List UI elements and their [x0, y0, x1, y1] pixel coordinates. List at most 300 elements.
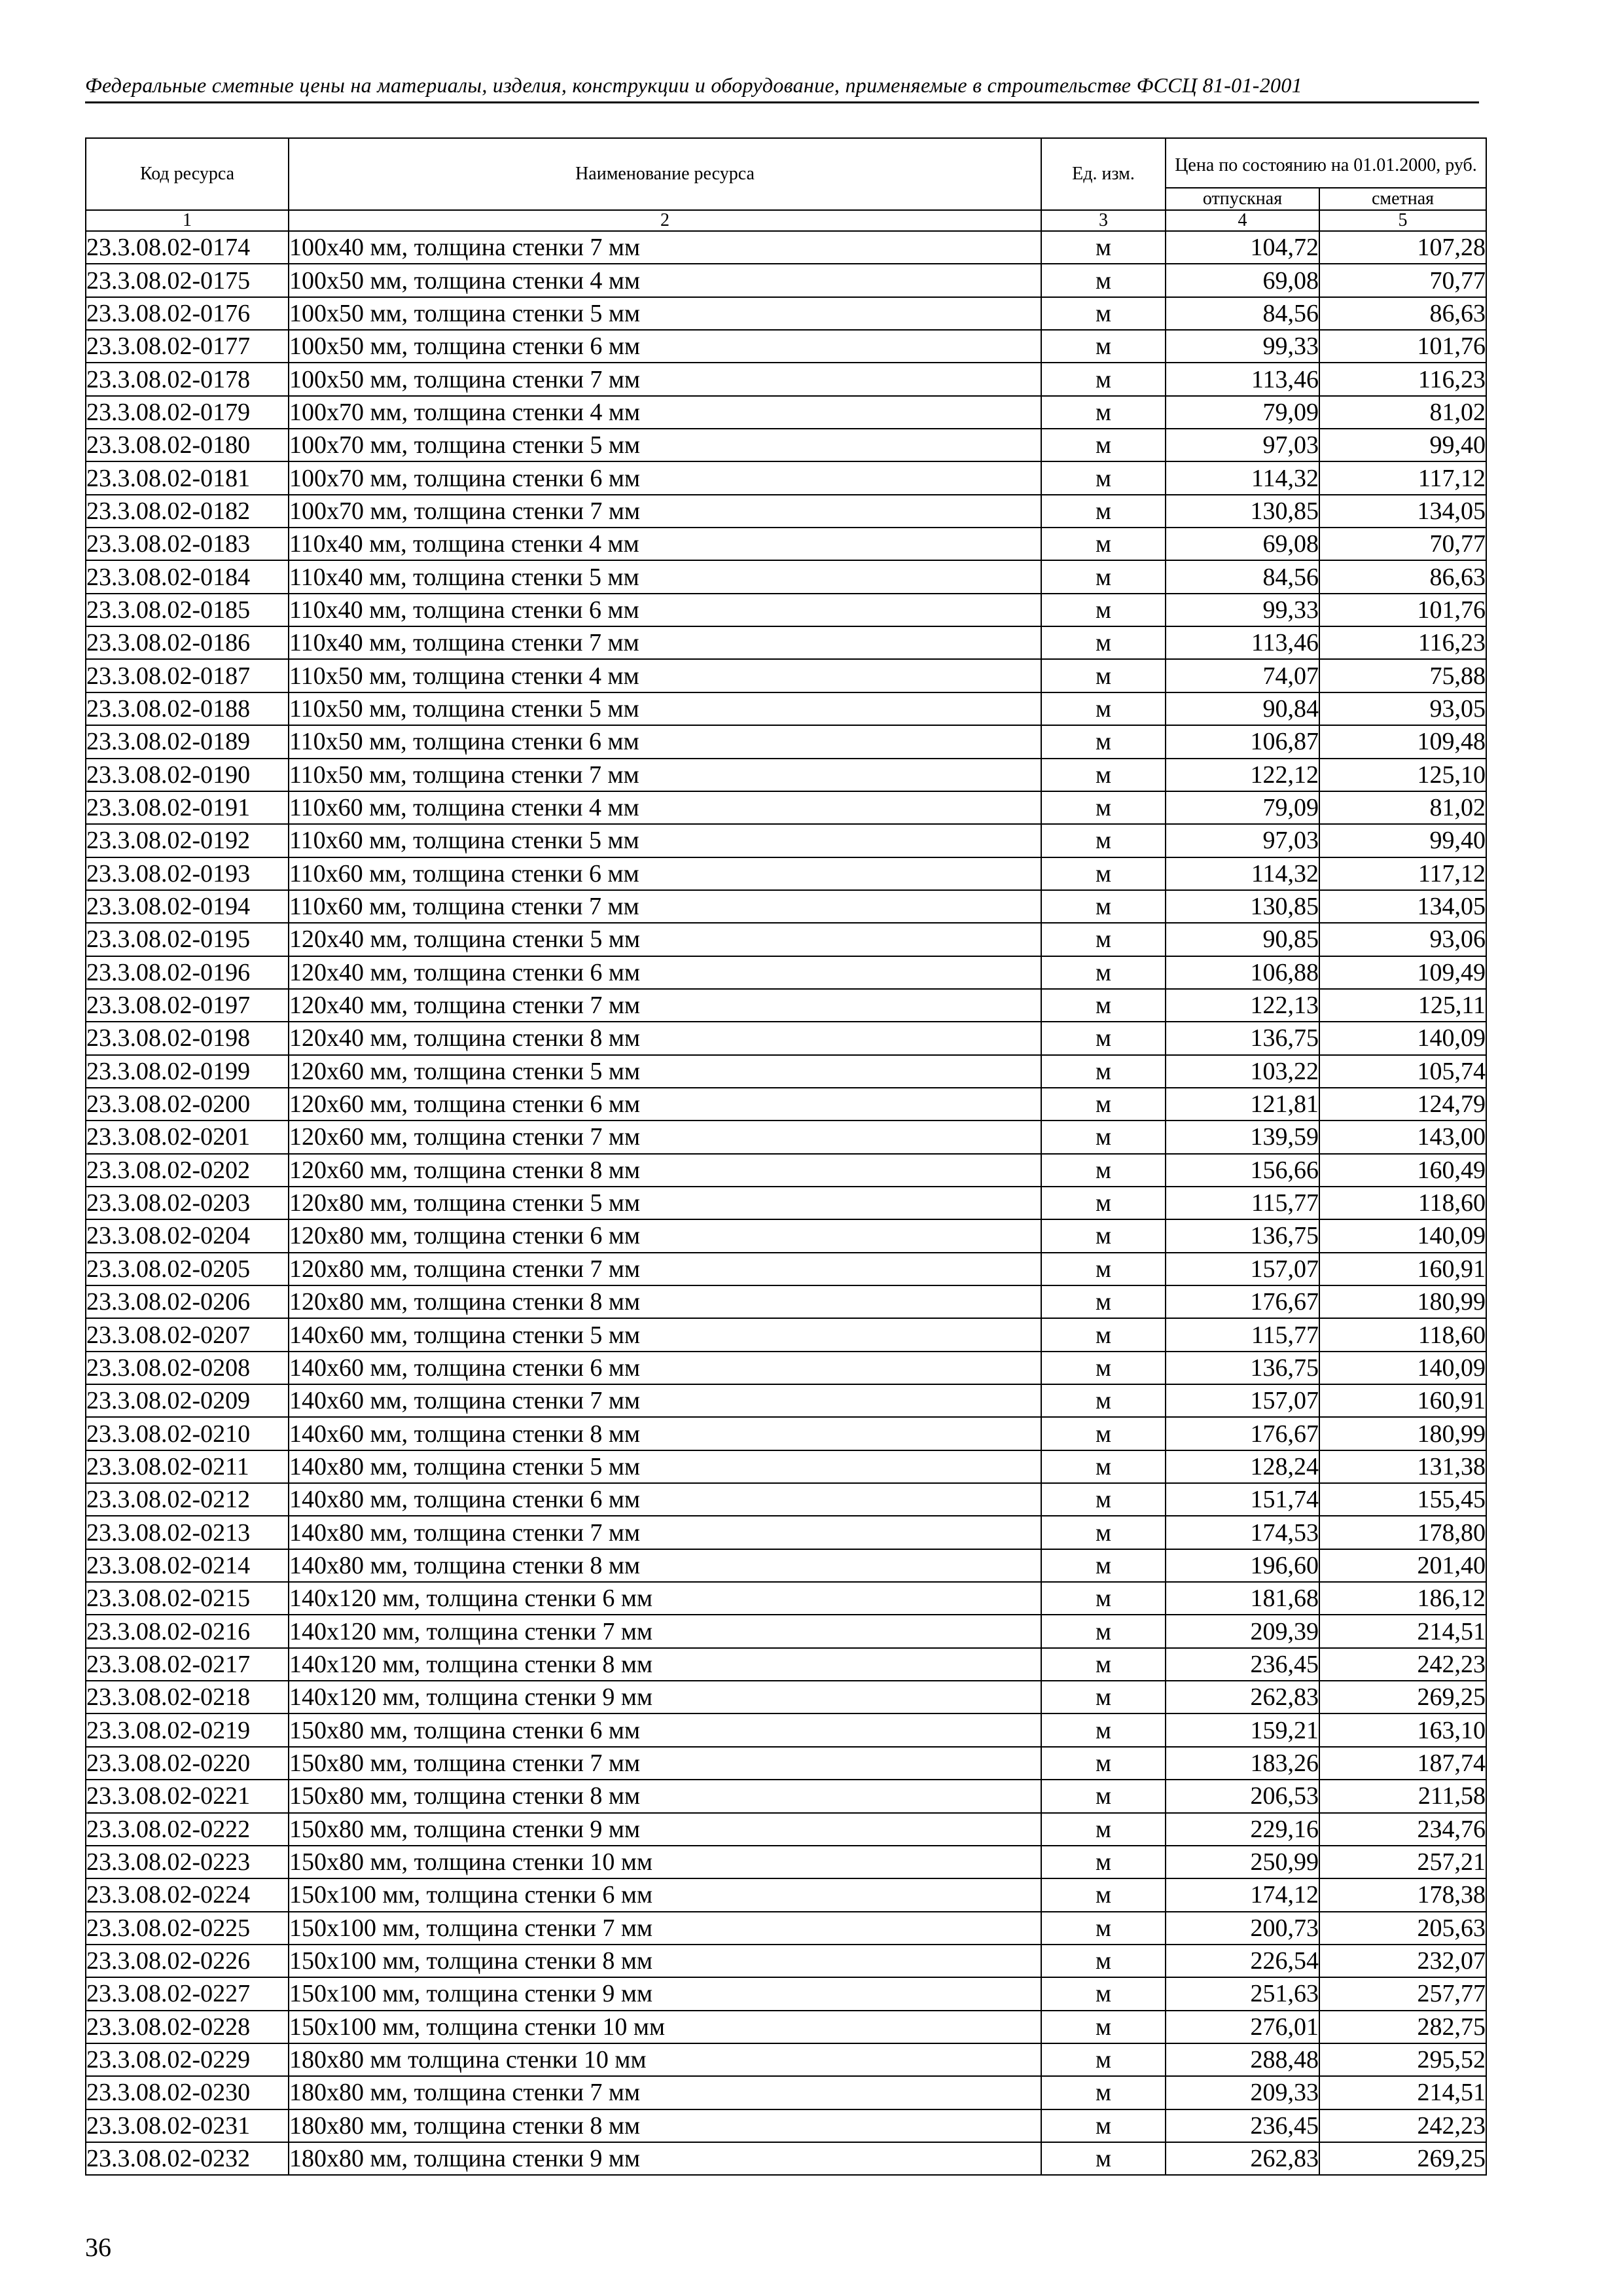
- estimate-price-cell: 160,91: [1319, 1384, 1486, 1417]
- release-price-cell: 74,07: [1166, 659, 1319, 692]
- table-row: [86, 2076, 1486, 2109]
- release-price-cell: 196,60: [1166, 1549, 1319, 1582]
- code-cell: 23.3.08.02-0205: [86, 1253, 289, 1285]
- release-price-cell: 183,26: [1166, 1747, 1319, 1780]
- estimate-price-cell: 187,74: [1319, 1747, 1486, 1780]
- estimate-price-cell: 295,52: [1319, 2043, 1486, 2076]
- name-cell: 110х40 мм, толщина стенки 7 мм: [289, 626, 1041, 659]
- release-price-cell: 122,12: [1166, 759, 1319, 791]
- name-cell: 100х70 мм, толщина стенки 5 мм: [289, 429, 1041, 461]
- code-cell: 23.3.08.02-0187: [86, 659, 289, 692]
- unit-cell: м: [1041, 1022, 1166, 1054]
- release-price-cell: 128,24: [1166, 1450, 1319, 1483]
- release-price-cell: 139,59: [1166, 1121, 1319, 1153]
- unit-cell: м: [1041, 1747, 1166, 1780]
- code-cell: 23.3.08.02-0207: [86, 1318, 289, 1351]
- code-cell: 23.3.08.02-0230: [86, 2076, 289, 2109]
- code-cell: 23.3.08.02-0212: [86, 1483, 289, 1516]
- unit-cell: м: [1041, 1187, 1166, 1219]
- unit-cell: м: [1041, 1780, 1166, 1812]
- table-row: [86, 1713, 1486, 1746]
- release-price-cell: 69,08: [1166, 264, 1319, 296]
- release-price-cell: 136,75: [1166, 1022, 1319, 1054]
- estimate-price-cell: 116,23: [1319, 363, 1486, 395]
- table-row: [86, 1747, 1486, 1780]
- release-price-cell: 229,16: [1166, 1813, 1319, 1846]
- unit-cell: м: [1041, 330, 1166, 363]
- release-price-cell: 114,32: [1166, 461, 1319, 494]
- estimate-price-cell: 109,49: [1319, 956, 1486, 989]
- name-cell: 140х60 мм, толщина стенки 7 мм: [289, 1384, 1041, 1417]
- table-row: [86, 1450, 1486, 1483]
- estimate-price-cell: 105,74: [1319, 1055, 1486, 1088]
- unit-cell: м: [1041, 1516, 1166, 1549]
- estimate-price-cell: 99,40: [1319, 429, 1486, 461]
- estimate-price-cell: 257,77: [1319, 1977, 1486, 2010]
- release-price-cell: 276,01: [1166, 2011, 1319, 2043]
- column-number: 4: [1166, 210, 1319, 231]
- table-row: [86, 1417, 1486, 1450]
- table-row: [86, 1582, 1486, 1615]
- name-cell: 150х100 мм, толщина стенки 7 мм: [289, 1912, 1041, 1945]
- table-row: [86, 1912, 1486, 1945]
- name-cell: 120х80 мм, толщина стенки 6 мм: [289, 1219, 1041, 1252]
- release-price-cell: 130,85: [1166, 890, 1319, 923]
- unit-cell: м: [1041, 791, 1166, 824]
- column-number: 2: [289, 210, 1041, 231]
- code-cell: 23.3.08.02-0219: [86, 1713, 289, 1746]
- release-price-cell: 115,77: [1166, 1187, 1319, 1219]
- table-row: [86, 1977, 1486, 2010]
- release-price-cell: 251,63: [1166, 1977, 1319, 2010]
- estimate-price-cell: 186,12: [1319, 1582, 1486, 1615]
- table-row: [86, 2011, 1486, 2043]
- code-cell: 23.3.08.02-0201: [86, 1121, 289, 1153]
- code-cell: 23.3.08.02-0218: [86, 1681, 289, 1713]
- unit-cell: м: [1041, 1977, 1166, 2010]
- estimate-price-cell: 125,11: [1319, 989, 1486, 1022]
- estimate-price-cell: 70,77: [1319, 528, 1486, 560]
- code-cell: 23.3.08.02-0199: [86, 1055, 289, 1088]
- page-header: Федеральные сметные цены на материалы, изделия, конструкции и оборудование, применяемые в строительстве ФССЦ 81-01-2001: [85, 73, 1479, 103]
- estimate-price-cell: 242,23: [1319, 1648, 1486, 1681]
- name-cell: 140х80 мм, толщина стенки 8 мм: [289, 1549, 1041, 1582]
- code-cell: 23.3.08.02-0197: [86, 989, 289, 1022]
- unit-cell: м: [1041, 824, 1166, 857]
- name-cell: 120х60 мм, толщина стенки 7 мм: [289, 1121, 1041, 1153]
- code-cell: 23.3.08.02-0179: [86, 396, 289, 429]
- code-cell: 23.3.08.02-0183: [86, 528, 289, 560]
- estimate-price-cell: 101,76: [1319, 594, 1486, 626]
- name-cell: 110х60 мм, толщина стенки 6 мм: [289, 857, 1041, 890]
- name-cell: 120х80 мм, толщина стенки 8 мм: [289, 1285, 1041, 1318]
- release-price-cell: 99,33: [1166, 594, 1319, 626]
- code-cell: 23.3.08.02-0214: [86, 1549, 289, 1582]
- unit-cell: м: [1041, 626, 1166, 659]
- unit-cell: м: [1041, 890, 1166, 923]
- unit-cell: м: [1041, 1648, 1166, 1681]
- unit-cell: м: [1041, 363, 1166, 395]
- table-row: [86, 297, 1486, 330]
- name-cell: 150х80 мм, толщина стенки 8 мм: [289, 1780, 1041, 1812]
- name-cell: 120х80 мм, толщина стенки 5 мм: [289, 1187, 1041, 1219]
- name-cell: 150х80 мм, толщина стенки 9 мм: [289, 1813, 1041, 1846]
- release-price-cell: 262,83: [1166, 2142, 1319, 2175]
- release-price-cell: 114,32: [1166, 857, 1319, 890]
- unit-cell: м: [1041, 759, 1166, 791]
- estimate-price-cell: 232,07: [1319, 1945, 1486, 1977]
- name-cell: 110х40 мм, толщина стенки 5 мм: [289, 560, 1041, 593]
- code-cell: 23.3.08.02-0211: [86, 1450, 289, 1483]
- unit-cell: м: [1041, 396, 1166, 429]
- table-row: [86, 1318, 1486, 1351]
- release-price-cell: 136,75: [1166, 1352, 1319, 1384]
- code-cell: 23.3.08.02-0191: [86, 791, 289, 824]
- table-row: [86, 1022, 1486, 1054]
- name-cell: 110х50 мм, толщина стенки 4 мм: [289, 659, 1041, 692]
- release-price-cell: 122,13: [1166, 989, 1319, 1022]
- estimate-price-cell: 131,38: [1319, 1450, 1486, 1483]
- name-cell: 100х70 мм, толщина стенки 4 мм: [289, 396, 1041, 429]
- estimate-price-cell: 101,76: [1319, 330, 1486, 363]
- unit-cell: м: [1041, 692, 1166, 725]
- unit-cell: м: [1041, 1154, 1166, 1187]
- table-row: [86, 594, 1486, 626]
- header-name: Наименование ресурса: [289, 138, 1041, 210]
- estimate-price-cell: 93,06: [1319, 923, 1486, 956]
- code-cell: 23.3.08.02-0206: [86, 1285, 289, 1318]
- estimate-price-cell: 70,77: [1319, 264, 1486, 296]
- table-row: [86, 1780, 1486, 1812]
- table-body: [86, 231, 1486, 2175]
- release-price-cell: 206,53: [1166, 1780, 1319, 1812]
- name-cell: 100х70 мм, толщина стенки 6 мм: [289, 461, 1041, 494]
- release-price-cell: 159,21: [1166, 1713, 1319, 1746]
- unit-cell: м: [1041, 297, 1166, 330]
- name-cell: 140х120 мм, толщина стенки 7 мм: [289, 1615, 1041, 1647]
- table-row: [86, 1516, 1486, 1549]
- release-price-cell: 104,72: [1166, 231, 1319, 264]
- unit-cell: м: [1041, 264, 1166, 296]
- release-price-cell: 84,56: [1166, 560, 1319, 593]
- code-cell: 23.3.08.02-0200: [86, 1088, 289, 1121]
- unit-cell: м: [1041, 956, 1166, 989]
- name-cell: 120х80 мм, толщина стенки 7 мм: [289, 1253, 1041, 1285]
- code-cell: 23.3.08.02-0180: [86, 429, 289, 461]
- header-estimate: сметная: [1319, 188, 1486, 210]
- table-row: [86, 560, 1486, 593]
- unit-cell: м: [1041, 857, 1166, 890]
- release-price-cell: 90,84: [1166, 692, 1319, 725]
- unit-cell: м: [1041, 429, 1166, 461]
- table-row: [86, 2043, 1486, 2076]
- unit-cell: м: [1041, 594, 1166, 626]
- table-row: [86, 759, 1486, 791]
- estimate-price-cell: 117,12: [1319, 857, 1486, 890]
- table-row: [86, 1615, 1486, 1647]
- release-price-cell: 84,56: [1166, 297, 1319, 330]
- code-cell: 23.3.08.02-0224: [86, 1878, 289, 1911]
- estimate-price-cell: 134,05: [1319, 495, 1486, 528]
- code-cell: 23.3.08.02-0208: [86, 1352, 289, 1384]
- table-row: [86, 396, 1486, 429]
- name-cell: 100х50 мм, толщина стенки 5 мм: [289, 297, 1041, 330]
- release-price-cell: 115,77: [1166, 1318, 1319, 1351]
- table-row: [86, 1253, 1486, 1285]
- unit-cell: м: [1041, 461, 1166, 494]
- name-cell: 120х60 мм, толщина стенки 5 мм: [289, 1055, 1041, 1088]
- release-price-cell: 181,68: [1166, 1582, 1319, 1615]
- table-row: [86, 528, 1486, 560]
- table-row: [86, 330, 1486, 363]
- code-cell: 23.3.08.02-0185: [86, 594, 289, 626]
- estimate-price-cell: 81,02: [1319, 791, 1486, 824]
- table-row: [86, 1384, 1486, 1417]
- table-row: [86, 1945, 1486, 1977]
- unit-cell: м: [1041, 1055, 1166, 1088]
- name-cell: 140х120 мм, толщина стенки 6 мм: [289, 1582, 1041, 1615]
- release-price-cell: 174,53: [1166, 1516, 1319, 1549]
- code-cell: 23.3.08.02-0190: [86, 759, 289, 791]
- release-price-cell: 79,09: [1166, 791, 1319, 824]
- name-cell: 150х100 мм, толщина стенки 8 мм: [289, 1945, 1041, 1977]
- table-row: [86, 1055, 1486, 1088]
- name-cell: 150х100 мм, толщина стенки 9 мм: [289, 1977, 1041, 2010]
- unit-cell: м: [1041, 1846, 1166, 1878]
- code-cell: 23.3.08.02-0202: [86, 1154, 289, 1187]
- release-price-cell: 103,22: [1166, 1055, 1319, 1088]
- release-price-cell: 176,67: [1166, 1417, 1319, 1450]
- estimate-price-cell: 124,79: [1319, 1088, 1486, 1121]
- name-cell: 110х60 мм, толщина стенки 7 мм: [289, 890, 1041, 923]
- table-row: [86, 857, 1486, 890]
- estimate-price-cell: 140,09: [1319, 1022, 1486, 1054]
- unit-cell: м: [1041, 1878, 1166, 1911]
- name-cell: 150х100 мм, толщина стенки 6 мм: [289, 1878, 1041, 1911]
- unit-cell: м: [1041, 1549, 1166, 1582]
- unit-cell: м: [1041, 659, 1166, 692]
- code-cell: 23.3.08.02-0231: [86, 2109, 289, 2142]
- estimate-price-cell: 140,09: [1319, 1352, 1486, 1384]
- code-cell: 23.3.08.02-0227: [86, 1977, 289, 2010]
- unit-cell: м: [1041, 1713, 1166, 1746]
- name-cell: 180х80 мм, толщина стенки 7 мм: [289, 2076, 1041, 2109]
- table-row: [86, 1219, 1486, 1252]
- release-price-cell: 79,09: [1166, 396, 1319, 429]
- estimate-price-cell: 211,58: [1319, 1780, 1486, 1812]
- price-table: [85, 137, 1487, 2176]
- estimate-price-cell: 178,80: [1319, 1516, 1486, 1549]
- table-row: [86, 824, 1486, 857]
- release-price-cell: 226,54: [1166, 1945, 1319, 1977]
- unit-cell: м: [1041, 495, 1166, 528]
- table-row: [86, 1088, 1486, 1121]
- name-cell: 100х40 мм, толщина стенки 7 мм: [289, 231, 1041, 264]
- release-price-cell: 136,75: [1166, 1219, 1319, 1252]
- release-price-cell: 157,07: [1166, 1253, 1319, 1285]
- code-cell: 23.3.08.02-0228: [86, 2011, 289, 2043]
- estimate-price-cell: 160,49: [1319, 1154, 1486, 1187]
- estimate-price-cell: 180,99: [1319, 1417, 1486, 1450]
- estimate-price-cell: 109,48: [1319, 725, 1486, 758]
- unit-cell: м: [1041, 1450, 1166, 1483]
- release-price-cell: 99,33: [1166, 330, 1319, 363]
- name-cell: 140х80 мм, толщина стенки 5 мм: [289, 1450, 1041, 1483]
- table-row: [86, 725, 1486, 758]
- unit-cell: м: [1041, 1384, 1166, 1417]
- unit-cell: м: [1041, 725, 1166, 758]
- page-number: 36: [85, 2233, 111, 2262]
- estimate-price-cell: 214,51: [1319, 1615, 1486, 1647]
- estimate-price-cell: 134,05: [1319, 890, 1486, 923]
- estimate-price-cell: 140,09: [1319, 1219, 1486, 1252]
- code-cell: 23.3.08.02-0198: [86, 1022, 289, 1054]
- unit-cell: м: [1041, 1681, 1166, 1713]
- estimate-price-cell: 93,05: [1319, 692, 1486, 725]
- unit-cell: м: [1041, 1253, 1166, 1285]
- table-row: [86, 626, 1486, 659]
- name-cell: 110х60 мм, толщина стенки 5 мм: [289, 824, 1041, 857]
- table-row: [86, 1846, 1486, 1878]
- estimate-price-cell: 269,25: [1319, 1681, 1486, 1713]
- unit-cell: м: [1041, 1912, 1166, 1945]
- code-cell: 23.3.08.02-0181: [86, 461, 289, 494]
- unit-cell: м: [1041, 1219, 1166, 1252]
- estimate-price-cell: 201,40: [1319, 1549, 1486, 1582]
- code-cell: 23.3.08.02-0223: [86, 1846, 289, 1878]
- table-row: [86, 1648, 1486, 1681]
- release-price-cell: 156,66: [1166, 1154, 1319, 1187]
- estimate-price-cell: 107,28: [1319, 231, 1486, 264]
- name-cell: 140х60 мм, толщина стенки 8 мм: [289, 1417, 1041, 1450]
- code-cell: 23.3.08.02-0193: [86, 857, 289, 890]
- name-cell: 140х120 мм, толщина стенки 9 мм: [289, 1681, 1041, 1713]
- release-price-cell: 97,03: [1166, 429, 1319, 461]
- unit-cell: м: [1041, 1352, 1166, 1384]
- code-cell: 23.3.08.02-0188: [86, 692, 289, 725]
- code-cell: 23.3.08.02-0232: [86, 2142, 289, 2175]
- code-cell: 23.3.08.02-0226: [86, 1945, 289, 1977]
- unit-cell: м: [1041, 1318, 1166, 1351]
- release-price-cell: 200,73: [1166, 1912, 1319, 1945]
- table-row: [86, 1352, 1486, 1384]
- estimate-price-cell: 81,02: [1319, 396, 1486, 429]
- code-cell: 23.3.08.02-0213: [86, 1516, 289, 1549]
- code-cell: 23.3.08.02-0176: [86, 297, 289, 330]
- table-row: [86, 1681, 1486, 1713]
- table-row: [86, 956, 1486, 989]
- code-cell: 23.3.08.02-0217: [86, 1648, 289, 1681]
- name-cell: 180х80 мм, толщина стенки 9 мм: [289, 2142, 1041, 2175]
- table-row: [86, 1549, 1486, 1582]
- release-price-cell: 151,74: [1166, 1483, 1319, 1516]
- release-price-cell: 157,07: [1166, 1384, 1319, 1417]
- name-cell: 100х70 мм, толщина стенки 7 мм: [289, 495, 1041, 528]
- release-price-cell: 176,67: [1166, 1285, 1319, 1318]
- estimate-price-cell: 118,60: [1319, 1187, 1486, 1219]
- release-price-cell: 236,45: [1166, 2109, 1319, 2142]
- release-price-cell: 262,83: [1166, 1681, 1319, 1713]
- table-row: [86, 2142, 1486, 2175]
- name-cell: 150х80 мм, толщина стенки 7 мм: [289, 1747, 1041, 1780]
- code-cell: 23.3.08.02-0203: [86, 1187, 289, 1219]
- estimate-price-cell: 269,25: [1319, 2142, 1486, 2175]
- unit-cell: м: [1041, 1483, 1166, 1516]
- column-number: 3: [1041, 210, 1166, 231]
- table-row: [86, 1483, 1486, 1516]
- name-cell: 100х50 мм, толщина стенки 7 мм: [289, 363, 1041, 395]
- unit-cell: м: [1041, 923, 1166, 956]
- table-row: [86, 1813, 1486, 1846]
- estimate-price-cell: 180,99: [1319, 1285, 1486, 1318]
- release-price-cell: 113,46: [1166, 626, 1319, 659]
- code-cell: 23.3.08.02-0174: [86, 231, 289, 264]
- table-row: [86, 659, 1486, 692]
- table-row: [86, 890, 1486, 923]
- release-price-cell: 97,03: [1166, 824, 1319, 857]
- release-price-cell: 106,87: [1166, 725, 1319, 758]
- code-cell: 23.3.08.02-0178: [86, 363, 289, 395]
- name-cell: 120х40 мм, толщина стенки 7 мм: [289, 989, 1041, 1022]
- name-cell: 110х50 мм, толщина стенки 6 мм: [289, 725, 1041, 758]
- unit-cell: м: [1041, 989, 1166, 1022]
- code-cell: 23.3.08.02-0192: [86, 824, 289, 857]
- unit-cell: м: [1041, 1945, 1166, 1977]
- table-row: [86, 363, 1486, 395]
- table-row: [86, 989, 1486, 1022]
- table-row: [86, 1121, 1486, 1153]
- name-cell: 120х40 мм, толщина стенки 8 мм: [289, 1022, 1041, 1054]
- unit-cell: м: [1041, 231, 1166, 264]
- table-row: [86, 1878, 1486, 1911]
- code-cell: 23.3.08.02-0189: [86, 725, 289, 758]
- name-cell: 150х80 мм, толщина стенки 6 мм: [289, 1713, 1041, 1746]
- table-row: [86, 495, 1486, 528]
- unit-cell: м: [1041, 1121, 1166, 1153]
- code-cell: 23.3.08.02-0184: [86, 560, 289, 593]
- release-price-cell: 209,33: [1166, 2076, 1319, 2109]
- unit-cell: м: [1041, 2011, 1166, 2043]
- name-cell: 110х50 мм, толщина стенки 5 мм: [289, 692, 1041, 725]
- table-row: [86, 1285, 1486, 1318]
- header-code: Код ресурса: [86, 138, 289, 210]
- unit-cell: м: [1041, 1285, 1166, 1318]
- header-unit: Ед. изм.: [1041, 138, 1166, 210]
- table-row: [86, 923, 1486, 956]
- estimate-price-cell: 125,10: [1319, 759, 1486, 791]
- table-row: [86, 231, 1486, 264]
- table-row: [86, 791, 1486, 824]
- header-release: отпускная: [1166, 188, 1319, 210]
- unit-cell: м: [1041, 1582, 1166, 1615]
- estimate-price-cell: 116,23: [1319, 626, 1486, 659]
- name-cell: 120х60 мм, толщина стенки 8 мм: [289, 1154, 1041, 1187]
- estimate-price-cell: 234,76: [1319, 1813, 1486, 1846]
- code-cell: 23.3.08.02-0182: [86, 495, 289, 528]
- estimate-price-cell: 242,23: [1319, 2109, 1486, 2142]
- unit-cell: м: [1041, 2109, 1166, 2142]
- name-cell: 120х40 мм, толщина стенки 6 мм: [289, 956, 1041, 989]
- unit-cell: м: [1041, 2043, 1166, 2076]
- code-cell: 23.3.08.02-0216: [86, 1615, 289, 1647]
- estimate-price-cell: 86,63: [1319, 560, 1486, 593]
- name-cell: 140х120 мм, толщина стенки 8 мм: [289, 1648, 1041, 1681]
- release-price-cell: 113,46: [1166, 363, 1319, 395]
- unit-cell: м: [1041, 1813, 1166, 1846]
- name-cell: 110х60 мм, толщина стенки 4 мм: [289, 791, 1041, 824]
- estimate-price-cell: 160,91: [1319, 1253, 1486, 1285]
- release-price-cell: 236,45: [1166, 1648, 1319, 1681]
